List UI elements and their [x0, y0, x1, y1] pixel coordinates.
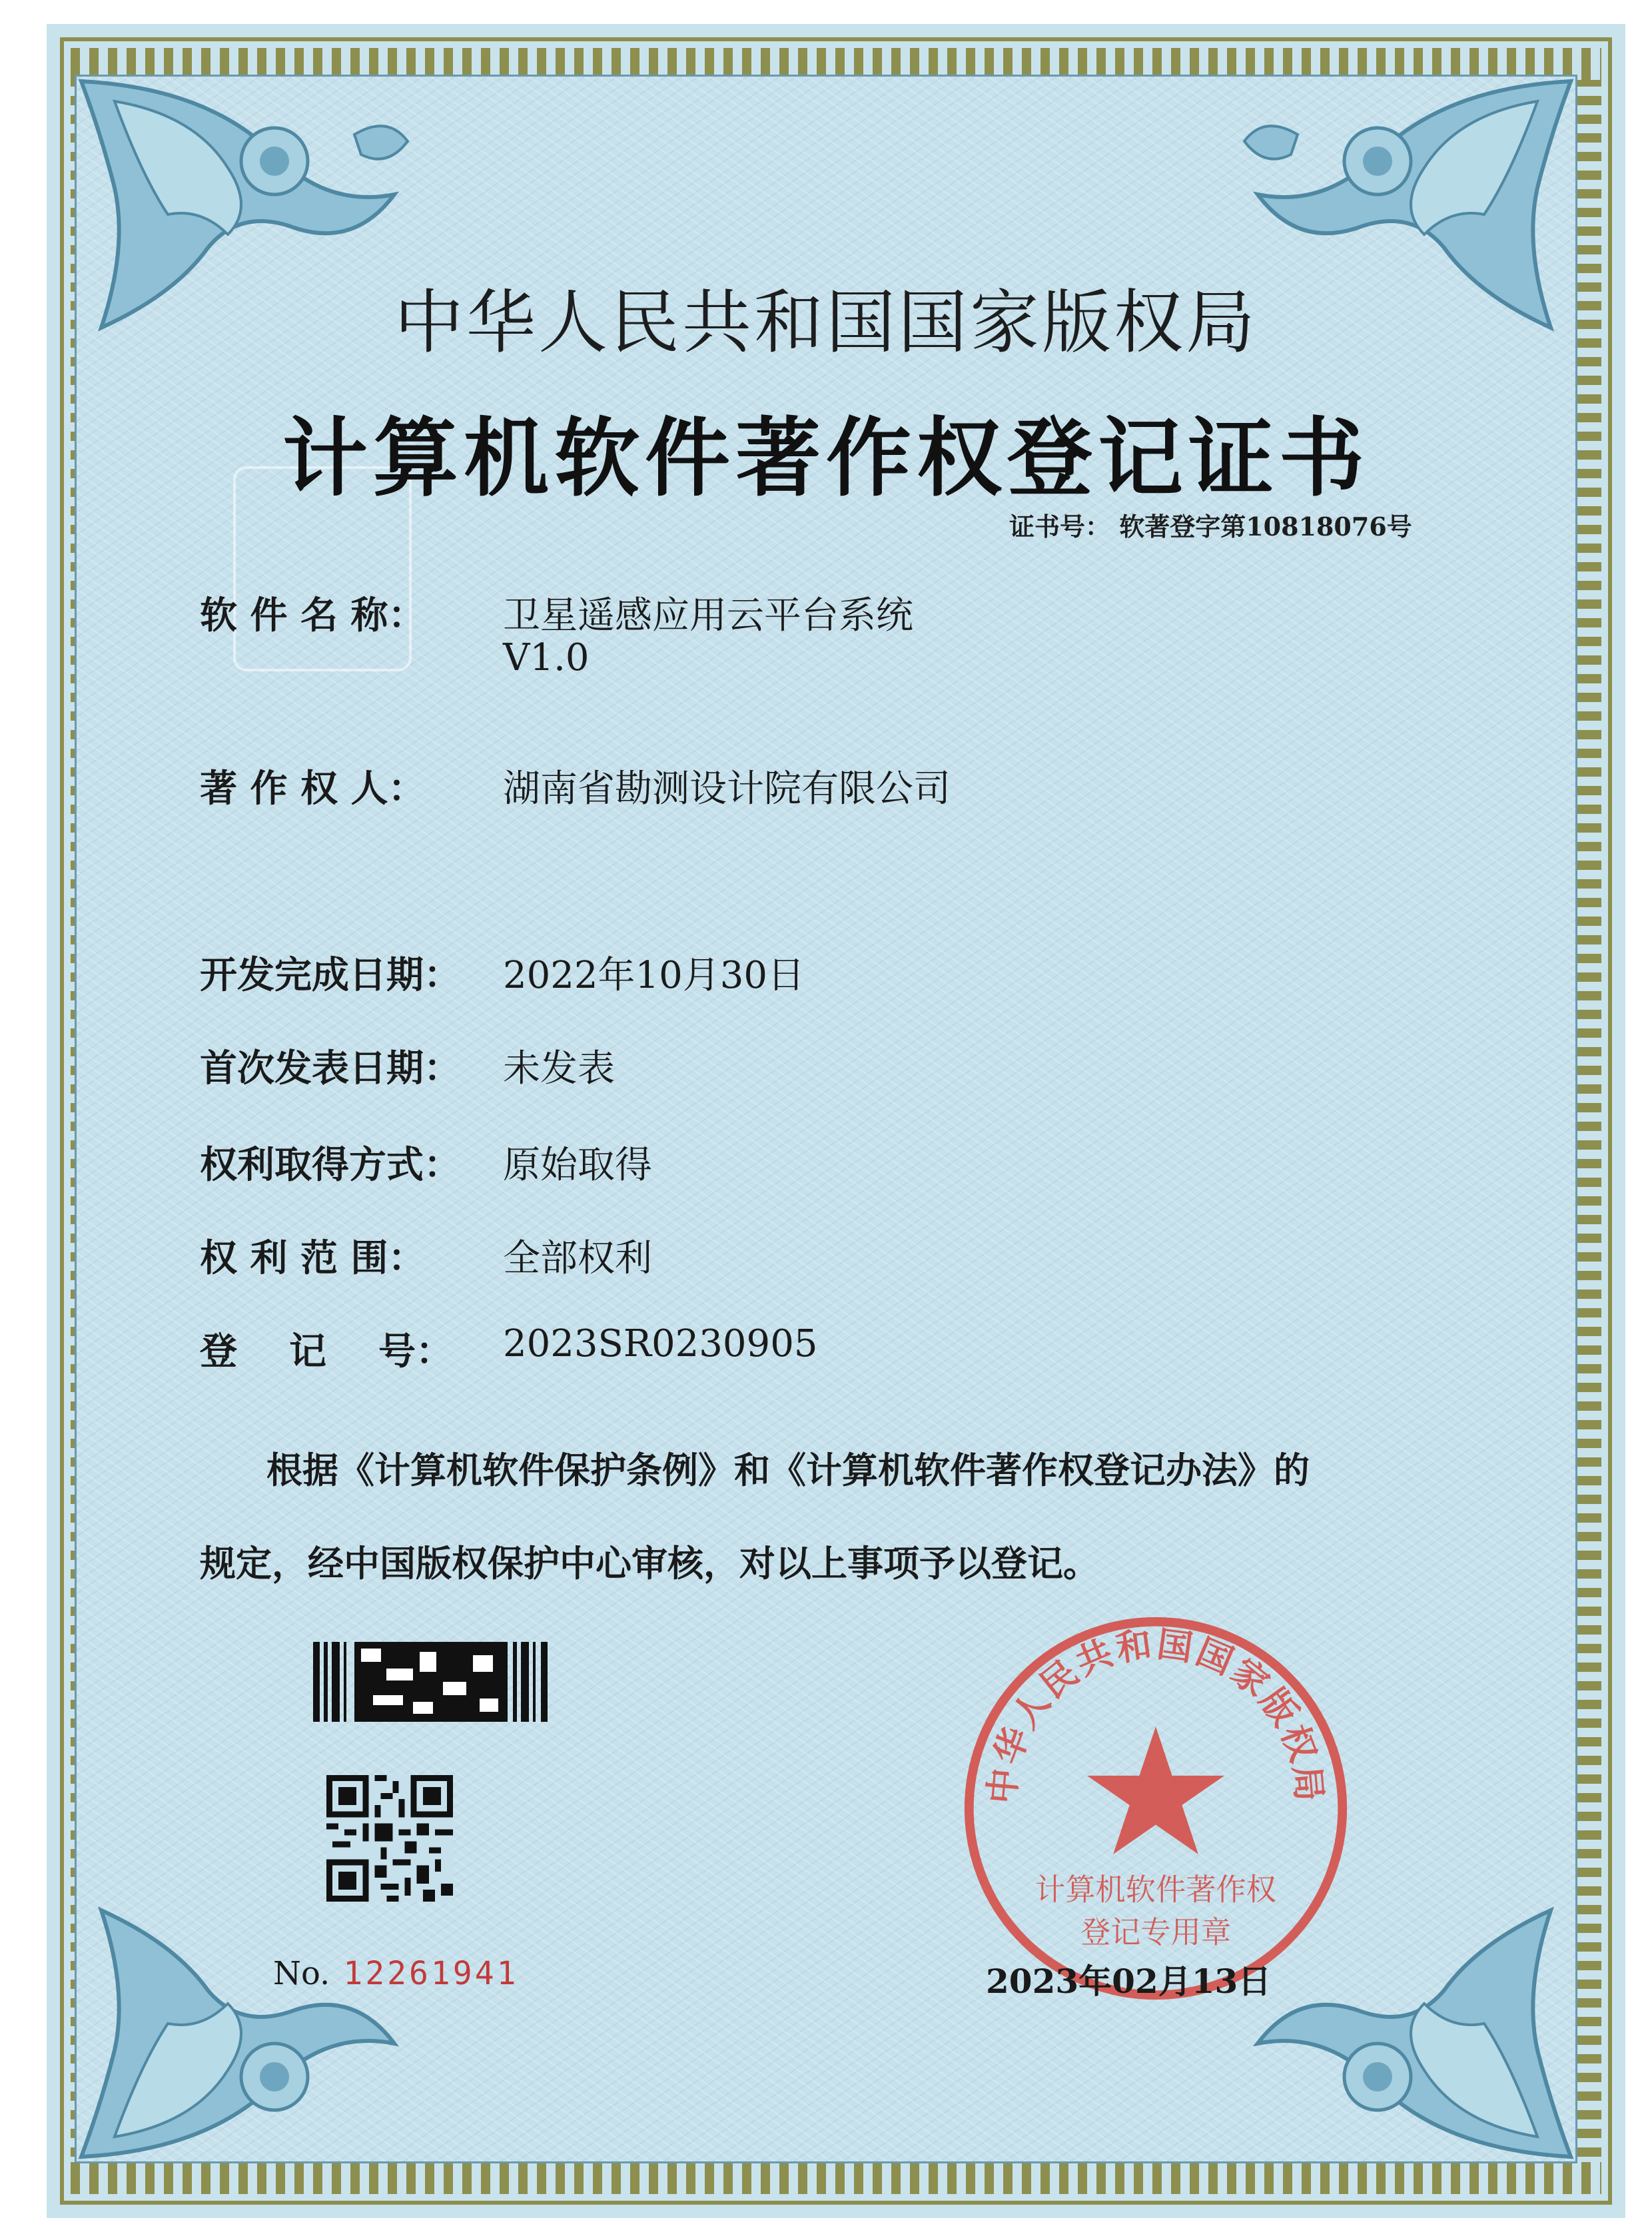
svg-text:中华人民共和国国家版权局: 中华人民共和国国家版权局 — [981, 1623, 1331, 1806]
statement-line-2: 规定，经中国版权保护中心审核，对以上事项予以登记。 — [200, 1542, 1099, 1585]
corner-ornament-bottom-left — [75, 1884, 421, 2163]
field-label: 登 记 号： — [200, 1329, 453, 1373]
qr-code-icon — [326, 1775, 453, 1902]
field-value: 未发表 — [503, 1047, 615, 1090]
field-label: 软 件 名 称： — [200, 593, 426, 637]
field-value-version: V1.0 — [503, 636, 590, 679]
field-label: 著 作 权 人： — [200, 767, 426, 811]
field-label: 权利取得方式： — [200, 1143, 461, 1187]
field-label: 权 利 范 围： — [200, 1236, 426, 1280]
official-seal — [959, 1612, 1352, 2005]
serial-prefix: No. — [273, 1955, 330, 1992]
field-value: 湖南省勘测设计院有限公司 — [503, 767, 951, 811]
serial-value: 12261941 — [343, 1955, 519, 1992]
issuing-authority: 中华人民共和国国家版权局 — [394, 282, 1258, 363]
certificate-title: 计算机软件著作权登记证书 — [282, 408, 1370, 508]
issue-date: 2023年02月13日 — [986, 1962, 1272, 2001]
certificate-number: 证书号： 软著登字第10818076号 — [1009, 512, 1412, 542]
field-value: 2023SR0230905 — [503, 1322, 818, 1365]
svg-text:登记专用章: 登记专用章 — [1080, 1914, 1232, 1950]
statement-line-1: 根据《计算机软件保护条例》和《计算机软件著作权登记办法》的 — [266, 1449, 1310, 1491]
svg-text:计算机软件著作权: 计算机软件著作权 — [1035, 1872, 1276, 1908]
field-value: 原始取得 — [503, 1144, 652, 1187]
field-label: 开发完成日期： — [200, 953, 461, 997]
field-label: 首次发表日期： — [200, 1046, 461, 1090]
field-value: 卫星遥感应用云平台系统 — [503, 594, 913, 637]
serial-number — [273, 1955, 519, 1992]
barcode-icon — [313, 1642, 553, 1722]
field-value: 2022年10月30日 — [503, 954, 805, 997]
field-value: 全部权利 — [503, 1237, 652, 1280]
